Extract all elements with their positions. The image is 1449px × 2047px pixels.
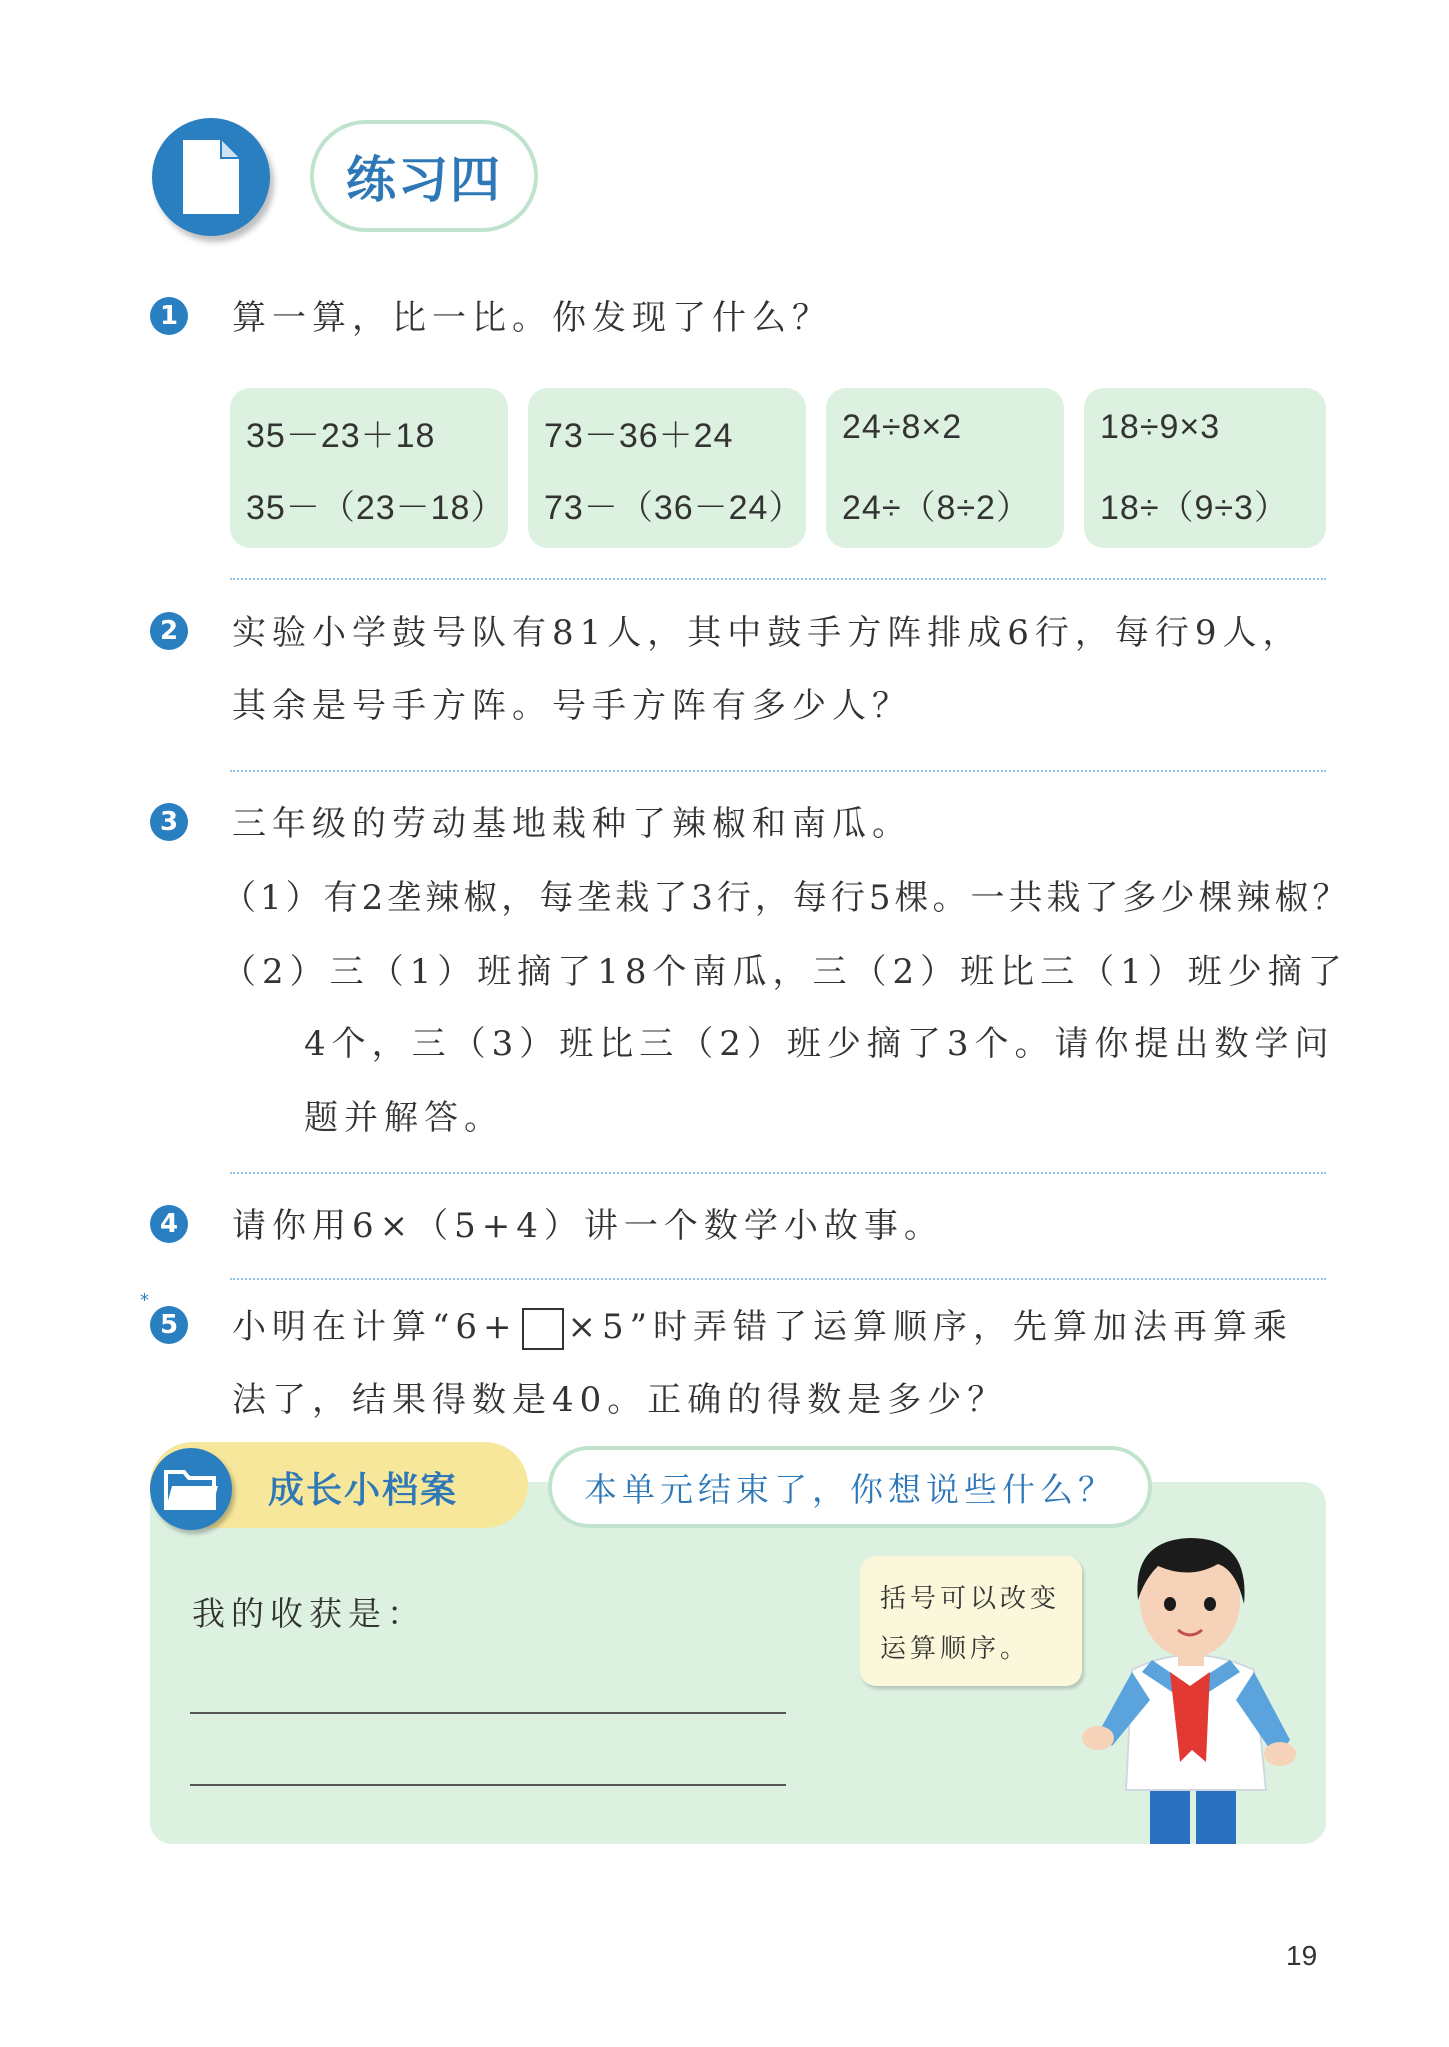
answer-blank-box[interactable] (522, 1308, 564, 1350)
question-5-line-2: 法了，结果得数是40。正确的得数是多少？ (232, 1380, 1008, 1420)
question-number-5: 5 (150, 1306, 188, 1344)
question-3-part-1: （1）有2垄辣椒，每垄栽了3行，每行5棵。一共栽了多少棵辣椒？ (222, 878, 1351, 918)
page-number: 19 (1286, 1940, 1318, 1971)
question-4-text: 请你用6×（5+4）讲一个数学小故事。 (232, 1206, 944, 1246)
divider (230, 1172, 1326, 1174)
speech-line-2: 运算顺序。 (880, 1634, 1031, 1664)
divider (230, 1278, 1326, 1280)
question-5-line-1-after: ×5”时弄错了运算顺序，先算加法再算乘 (567, 1307, 1294, 1347)
page-title: 练习四 (346, 150, 502, 209)
expression-line: 18÷9×3 (1100, 408, 1221, 446)
question-3-intro: 三年级的劳动基地栽种了辣椒和南瓜。 (232, 804, 912, 844)
question-2-line-2: 其余是号手方阵。号手方阵有多少人？ (232, 686, 912, 726)
expression-line: 73－（36－24） (544, 489, 804, 527)
question-3-part-2-line-1: （2）三（1）班摘了18个南瓜，三（2）班比三（1）班少摘了 (222, 952, 1348, 992)
question-3-part-2-line-2: 4个，三（3）班比三（2）班少摘了3个。请你提出数学问 (304, 1024, 1335, 1064)
divider (230, 770, 1326, 772)
document-icon (179, 138, 243, 218)
expression-line: 73－36＋24 (544, 417, 734, 455)
divider (230, 578, 1326, 580)
question-3-part-2-line-3: 题并解答。 (304, 1098, 504, 1138)
boy-illustration (1040, 1500, 1330, 1844)
answer-line-1[interactable] (190, 1712, 786, 1714)
speech-line-1: 括号可以改变 (880, 1584, 1061, 1614)
question-2-line-1: 实验小学鼓号队有81人，其中鼓手方阵排成6行，每行9人， (232, 613, 1303, 653)
folder-icon (164, 1466, 220, 1512)
expression-line: 18÷（9÷3） (1100, 489, 1289, 527)
gains-label: 我的收获是： (192, 1594, 426, 1633)
answer-line-2[interactable] (190, 1784, 786, 1786)
expression-box-3 (826, 388, 1064, 548)
growth-archive-label: 成长小档案 (268, 1469, 459, 1511)
expression-box-4 (1084, 388, 1326, 548)
question-number-4: 4 (150, 1205, 188, 1243)
question-5-line-1-before: 小明在计算“6+ (232, 1307, 518, 1347)
unit-end-prompt-text: 本单元结束了，你想说些什么？ (584, 1469, 1116, 1509)
expression-line: 24÷（8÷2） (842, 489, 1031, 527)
expression-line: 35－（23－18） (246, 489, 506, 527)
page-title-pill (310, 120, 538, 232)
question-number-1: 1 (150, 297, 188, 335)
expression-box-2 (528, 388, 806, 548)
expression-line: 24÷8×2 (842, 408, 963, 446)
expression-line: 35－23＋18 (246, 417, 436, 455)
archive-badge (150, 1448, 232, 1530)
optional-star: * (140, 1290, 149, 1311)
question-1-text: 算一算，比一比。你发现了什么？ (232, 298, 832, 338)
question-5-line-1 (232, 1299, 1293, 1350)
header-badge (152, 118, 270, 236)
expression-box-1 (230, 388, 508, 548)
question-number-3: 3 (150, 803, 188, 841)
question-number-2: 2 (150, 612, 188, 650)
